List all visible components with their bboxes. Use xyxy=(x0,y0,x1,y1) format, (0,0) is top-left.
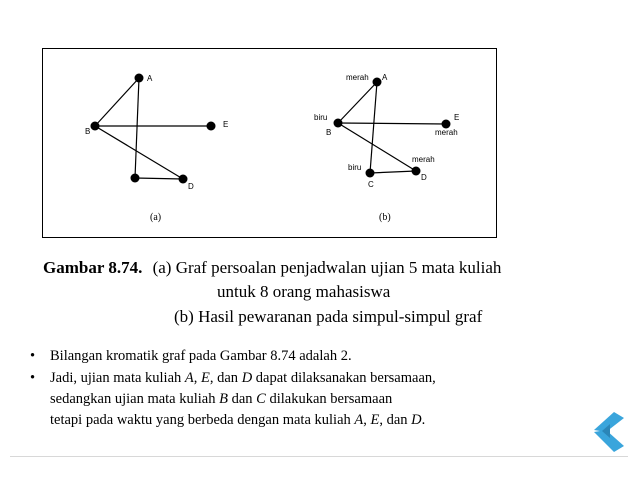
bullet-text: tetapi pada waktu yang berbeda dengan mata kuliah xyxy=(50,412,355,428)
color-b-E: merah xyxy=(435,128,458,137)
course-b: B xyxy=(219,391,228,407)
edge-a-ab xyxy=(95,78,139,126)
edge-b-cd xyxy=(370,171,416,173)
graph-figure xyxy=(43,49,498,239)
graph-b xyxy=(314,73,459,223)
bullet-text: dapat dilaksanakan bersamaan, xyxy=(252,370,436,386)
color-b-C: biru xyxy=(348,163,362,172)
node-b-C xyxy=(366,169,375,178)
subcaption-b: (b) xyxy=(379,212,391,223)
bullet-item xyxy=(30,346,590,366)
bullet-text: , dan xyxy=(209,370,242,386)
label-b-C: C xyxy=(368,180,374,189)
bullet-text: sedangkan ujian mata kuliah xyxy=(50,391,220,407)
node-a-E xyxy=(207,122,216,131)
bullet-dot: • xyxy=(30,348,36,364)
bullet-list xyxy=(30,346,590,430)
edge-a-cd xyxy=(135,178,183,179)
node-a-B xyxy=(91,122,100,131)
edge-b-be xyxy=(338,123,446,124)
caption-part-b: (b) Hasil pewaranan pada simpul-simpul graf xyxy=(174,307,483,326)
label-b-E: E xyxy=(454,113,460,122)
label-b-D: D xyxy=(421,173,427,182)
edge-b-ab xyxy=(338,82,377,123)
bullet-continuation xyxy=(30,389,590,409)
caption-label: Gambar 8.74. xyxy=(43,258,143,277)
course-a: A xyxy=(354,412,364,428)
node-b-A xyxy=(373,78,382,87)
node-b-D xyxy=(412,167,421,176)
node-a-A xyxy=(135,74,144,83)
bullet-text: Jadi, ujian mata kuliah xyxy=(50,370,185,386)
edge-a-ac xyxy=(135,78,139,178)
subcaption-a: (a) xyxy=(150,212,162,223)
course-e: E xyxy=(201,370,210,386)
bullet-text: Bilangan kromatik graf pada Gambar 8.74 adalah 2. xyxy=(50,348,352,364)
footer-divider xyxy=(10,456,628,457)
course-d: D xyxy=(241,370,253,386)
label-a-B: B xyxy=(85,127,91,136)
bullet-text: , dan xyxy=(379,412,412,428)
node-a-D xyxy=(179,175,188,184)
course-e: E xyxy=(370,412,380,428)
caption-part-a: (a) Graf persoalan penjadwalan ujian 5 mata kuliah xyxy=(152,258,502,277)
node-b-B xyxy=(334,119,343,128)
color-b-A: merah xyxy=(346,73,369,82)
label-b-A: A xyxy=(382,73,388,82)
caption-part-a-cont: untuk 8 orang mahasiswa xyxy=(217,282,391,301)
course-d: D xyxy=(411,412,422,428)
bullet-text: , xyxy=(363,412,371,428)
bullet-item xyxy=(30,368,590,388)
label-a-A: A xyxy=(147,74,153,83)
node-a-C xyxy=(131,174,140,183)
edge-a-bd xyxy=(95,126,183,179)
course-a: A xyxy=(184,370,194,386)
bullet-continuation xyxy=(30,410,590,430)
label-b-B: B xyxy=(326,128,332,137)
graph-a xyxy=(85,74,228,224)
edge-b-ac xyxy=(370,82,377,173)
course-c: C xyxy=(256,391,266,407)
color-b-B: biru xyxy=(314,113,328,122)
bullet-text: dilakukan bersamaan xyxy=(265,391,393,407)
color-b-D: merah xyxy=(412,155,435,164)
bullet-dot: • xyxy=(30,370,36,386)
bullet-text: . xyxy=(421,412,426,428)
bullet-text: , xyxy=(193,370,202,386)
label-a-D: D xyxy=(188,182,194,191)
label-a-E: E xyxy=(223,120,229,129)
figure-frame xyxy=(42,48,497,238)
k-logo-icon xyxy=(584,406,634,456)
bullet-text: dan xyxy=(227,391,257,407)
